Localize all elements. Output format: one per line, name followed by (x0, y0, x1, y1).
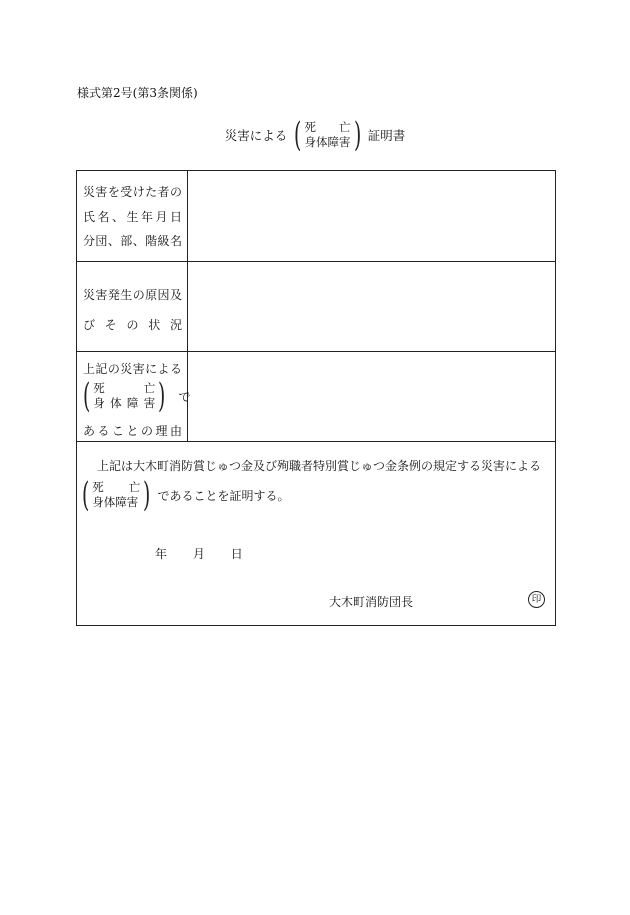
day-label: 日 (230, 547, 243, 561)
left-bracket: ( (81, 475, 90, 515)
label-choice-line (82, 376, 191, 416)
month-label: 月 (192, 547, 205, 561)
choice-disability: 身体障害 (93, 396, 156, 410)
choice-death-2: 亡 (339, 120, 351, 134)
choice-death-2: 亡 (128, 480, 141, 494)
certification-statement-end: であることを証明する。 (157, 488, 290, 503)
certification-section (77, 442, 555, 627)
row-cause (77, 262, 555, 352)
left-bracket: ( (82, 376, 91, 416)
right-bracket: ) (158, 376, 166, 416)
label-line: 氏名、生年月日 (83, 210, 182, 224)
row-reason (77, 352, 555, 442)
certification-line2 (79, 475, 290, 515)
choice-death-1: 死 (92, 480, 104, 494)
label-line: 災害を受けた者の (83, 185, 182, 199)
right-bracket: ) (143, 475, 151, 515)
field-reason[interactable] (188, 352, 555, 441)
label-line: びその状況 (83, 318, 182, 332)
seal-mark: 印 (528, 591, 545, 608)
choice-death-2: 亡 (143, 381, 156, 395)
title-suffix: 証明書 (367, 128, 406, 143)
label-de: で (178, 389, 191, 404)
date-line (155, 545, 265, 562)
label-line: 上記の災害による (83, 362, 182, 376)
choice-disability: 身体障害 (304, 135, 351, 149)
choice-death-1: 死 (93, 381, 105, 395)
year-label: 年 (155, 547, 168, 561)
certificate-table (76, 170, 556, 626)
row-victim-info (77, 171, 555, 262)
choice-disability: 身体障害 (92, 495, 139, 509)
form-number: 様式第2号(第3条関係) (77, 86, 198, 100)
field-cause[interactable] (188, 262, 555, 351)
field-victim-info[interactable] (188, 171, 555, 261)
fire-chief-title: 大木町消防団長 (329, 595, 414, 609)
label-line: 災害発生の原因及 (83, 288, 182, 302)
title-prefix: 災害による (224, 128, 288, 143)
title-choice (291, 115, 364, 155)
label-line: あることの理由 (83, 424, 182, 438)
right-bracket: ) (353, 115, 361, 155)
label-victim-info (77, 171, 188, 261)
label-line: 分団、部、階級名 (83, 234, 182, 248)
choice-death-1: 死 (304, 120, 316, 134)
label-reason (77, 352, 191, 441)
label-cause (77, 262, 188, 351)
certification-statement: 上記は大木町消防賞じゅつ金及び殉職者特別賞じゅつ金条例の規定する災害による (97, 459, 542, 473)
document-title (0, 115, 630, 155)
left-bracket: ( (294, 115, 302, 155)
